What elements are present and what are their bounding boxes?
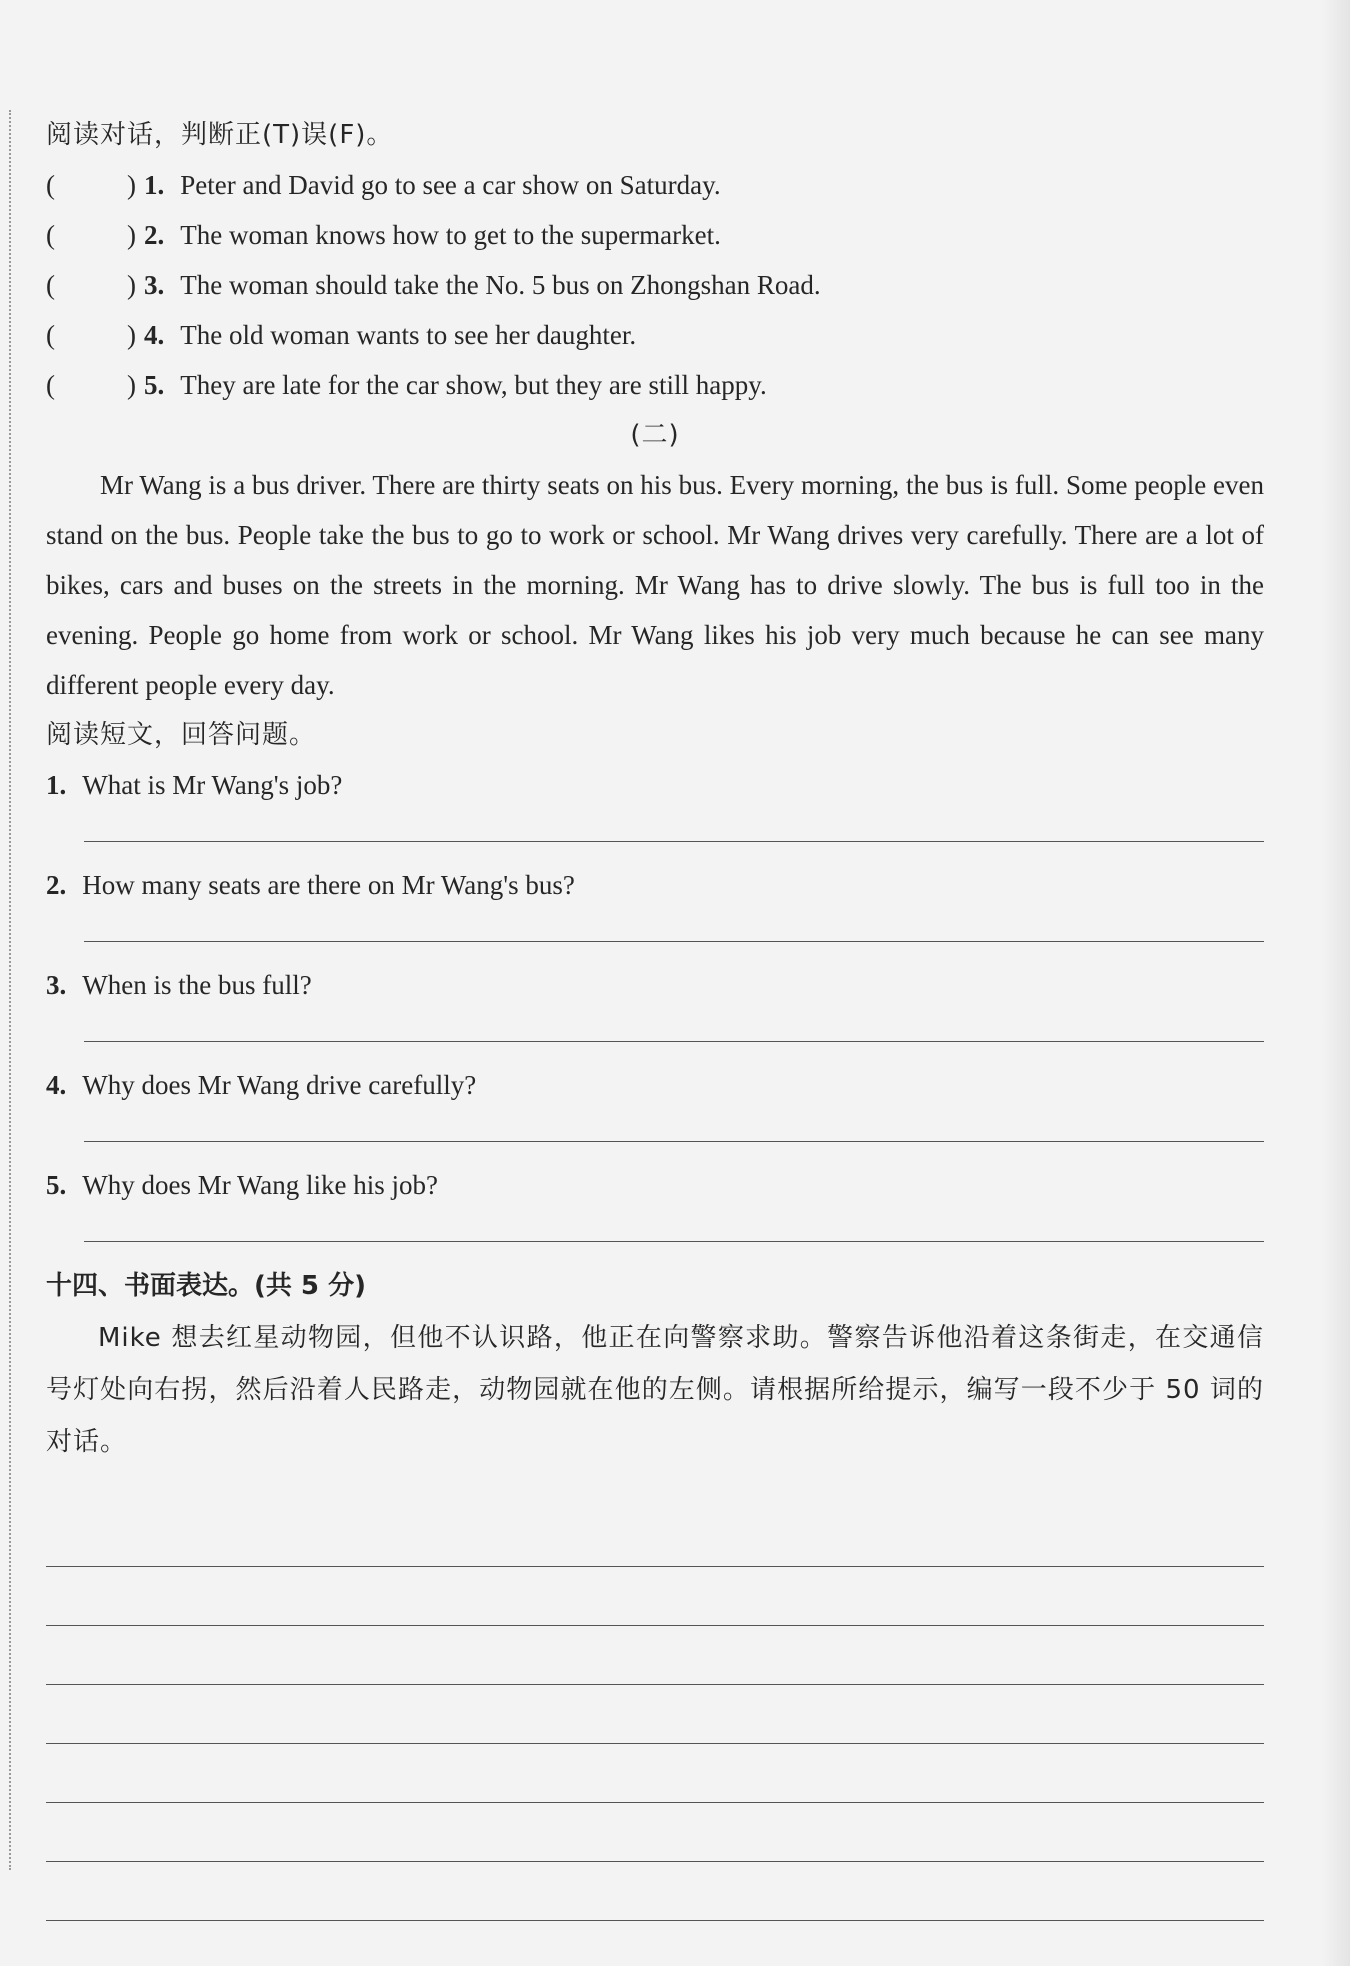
item-text: Peter and David go to see a car show on Saturday.	[180, 170, 721, 200]
question-item	[46, 960, 1264, 1060]
item-text: They are late for the car show, but they are still happy.	[180, 370, 767, 400]
answer-blank[interactable]: ( )	[46, 370, 136, 400]
tf-item	[46, 210, 1264, 260]
binding-margin-line	[9, 110, 11, 1870]
answer-blank[interactable]: ( )	[46, 320, 136, 350]
worksheet-content	[46, 110, 1264, 1921]
item-number: 3.	[144, 270, 165, 300]
answer-line[interactable]	[84, 941, 1264, 942]
writing-line[interactable]	[46, 1744, 1264, 1803]
question-number: 3.	[46, 970, 67, 1000]
writing-area[interactable]	[46, 1508, 1264, 1921]
writing-prompt: Mike 想去红星动物园，但他不认识路，他正在向警察求助。警察告诉他沿着这条街走，在交通信号灯处向右拐，然后沿着人民路走，动物园就在他的左侧。请根据所给提示，编写一段不少于 50 词的对话。	[46, 1323, 1264, 1457]
answer-blank[interactable]: ( )	[46, 270, 136, 300]
item-number: 4.	[144, 320, 165, 350]
writing-line[interactable]	[46, 1862, 1264, 1921]
answer-line[interactable]	[84, 1241, 1264, 1242]
question-text: Why does Mr Wang like his job?	[82, 1170, 439, 1200]
answer-line[interactable]	[84, 841, 1264, 842]
writing-line[interactable]	[46, 1508, 1264, 1567]
question-number: 5.	[46, 1170, 67, 1200]
section-14-title: 十四、书面表达。(共 5 分)	[46, 1271, 366, 1301]
writing-line[interactable]	[46, 1685, 1264, 1744]
item-number: 2.	[144, 220, 165, 250]
reading-passage: Mr Wang is a bus driver. There are thirty seats on his bus. Every morning, the bus is full. Some people even stand on the bus. People take the bus to go to work or school. Mr Wang drives very carefully. There are a lot of bikes, cars and buses on the streets in the morning. Mr Wang has to drive slowly. The bus is full too in the evening. People go home from work or school. Mr Wang likes his job very much because he can see many different people every day.	[46, 470, 1264, 700]
tf-item	[46, 360, 1264, 410]
question-number: 4.	[46, 1070, 67, 1100]
question-number: 1.	[46, 770, 67, 800]
question-item	[46, 1060, 1264, 1160]
question-text: What is Mr Wang's job?	[82, 770, 343, 800]
question-text: Why does Mr Wang drive carefully?	[82, 1070, 477, 1100]
answer-line[interactable]	[84, 1041, 1264, 1042]
writing-line[interactable]	[46, 1626, 1264, 1685]
qa-instruction: 阅读短文，回答问题。	[46, 720, 317, 750]
item-number: 5.	[144, 370, 165, 400]
question-item	[46, 860, 1264, 960]
answer-line[interactable]	[84, 1141, 1264, 1142]
item-text: The woman should take the No. 5 bus on Zhongshan Road.	[180, 270, 821, 300]
item-text: The woman knows how to get to the supermarket.	[180, 220, 721, 250]
question-item	[46, 1160, 1264, 1260]
tf-item	[46, 260, 1264, 310]
tf-item	[46, 310, 1264, 360]
part-two-heading: (二)	[630, 420, 680, 450]
page-edge-shadow	[1322, 0, 1350, 1966]
question-number: 2.	[46, 870, 67, 900]
writing-line[interactable]	[46, 1803, 1264, 1862]
question-text: When is the bus full?	[82, 970, 312, 1000]
answer-blank[interactable]: ( )	[46, 170, 136, 200]
tf-item	[46, 160, 1264, 210]
item-text: The old woman wants to see her daughter.	[180, 320, 637, 350]
question-text: How many seats are there on Mr Wang's bus?	[82, 870, 575, 900]
writing-line[interactable]	[46, 1567, 1264, 1626]
item-number: 1.	[144, 170, 165, 200]
answer-blank[interactable]: ( )	[46, 220, 136, 250]
question-item	[46, 760, 1264, 860]
tf-instruction: 阅读对话，判断正(T)误(F)。	[46, 120, 394, 150]
